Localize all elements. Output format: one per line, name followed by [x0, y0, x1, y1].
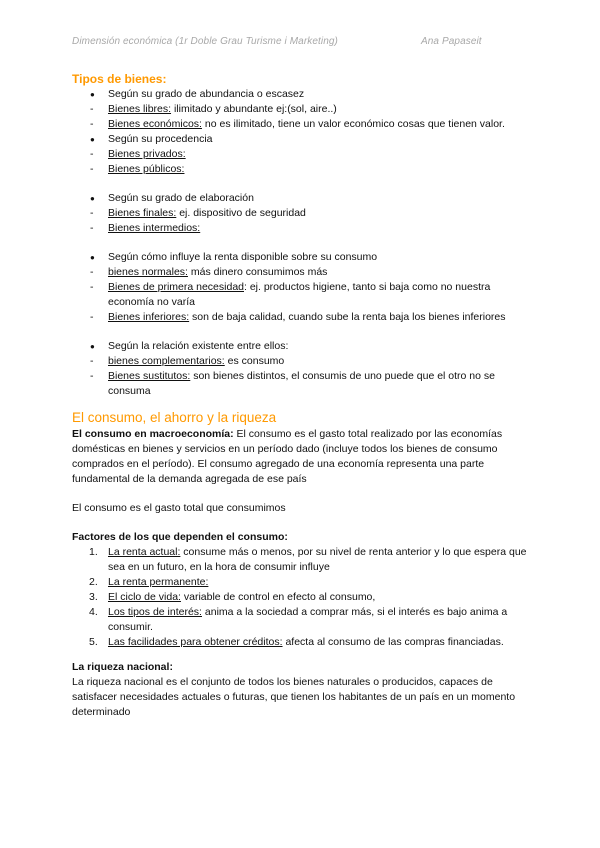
document-body	[72, 71, 532, 720]
list-item: - Bienes intermedios:	[90, 222, 201, 234]
list-item: 2. La renta permanente:	[89, 576, 209, 588]
paragraph-consumo-macro: El consumo en macroeconomía: El consumo es el gasto total realizado por las economías domésticas en bienes y servicios en un período dado (incluye todos los bienes de consumo comprados en el período). El consumo agregado de una economía representa una parte fundamental de la demanda agregada de ese país	[72, 428, 503, 485]
list-item: ● Según su grado de abundancia o escasez	[90, 88, 305, 100]
list-item: - Bienes de primera necesidad: ej. productos higiene, tanto si baja como no nuestra economía no varía	[90, 281, 491, 308]
list-item: - bienes complementarios: es consumo	[90, 355, 285, 367]
list-item: 3. El ciclo de vida: variable de control en efecto al consumo,	[89, 591, 376, 603]
list-item: - Bienes sustitutos: son bienes distintos, el consumis de uno puede que el otro no se consuma	[90, 370, 495, 397]
bullet-icon: ●	[90, 90, 95, 99]
header-course: Dimensión económica (1r Doble Grau Turisme i Marketing)	[72, 36, 338, 47]
list-item: - Bienes económicos: no es ilimitado, tiene un valor económico cosas que tienen valor.	[90, 118, 505, 130]
list-item: 1. La renta actual: consume más o menos, por su nivel de renta anterior y lo que espera que sea en un futuro, en la hora de consumir influye	[89, 546, 527, 573]
paragraph-consumo-def: El consumo es el gasto total que consumimos	[72, 502, 286, 514]
bullet-icon: ●	[90, 194, 95, 203]
dash-icon: -	[90, 311, 94, 323]
section-title-consumo: El consumo, el ahorro y la riqueza	[72, 410, 277, 425]
list-item: - bienes normales: más dinero consumimos más	[90, 266, 328, 278]
list-item: - Bienes públicos:	[90, 163, 185, 175]
dash-icon: -	[90, 222, 94, 234]
dash-icon: -	[90, 207, 94, 219]
list-item: - Bienes privados:	[90, 148, 186, 160]
page-header	[72, 36, 532, 50]
list-item: ● Según su grado de elaboración	[90, 192, 254, 204]
list-item: 5. Las facilidades para obtener créditos: afecta al consumo de las compras financiadas.	[89, 636, 504, 648]
list-item: ● Según cómo influye la renta disponible sobre su consumo	[90, 251, 378, 263]
bullet-icon: ●	[90, 342, 95, 351]
list-item: - Bienes libres: ilimitado y abundante ej:(sol, aire..)	[90, 103, 337, 115]
dash-icon: -	[90, 281, 94, 293]
list-item: 4. Los tipos de interés: anima a la sociedad a comprar más, si el interés es bajo anima a consumir.	[89, 606, 508, 633]
bullet-icon: ●	[90, 253, 95, 262]
dash-icon: -	[90, 355, 94, 367]
paragraph-riqueza: La riqueza nacional es el conjunto de todos los bienes naturales o producidos, capaces de satisfacer necesidades actuales o futuras, que tienen los habitantes de un país en un momento determinado	[72, 676, 516, 718]
dash-icon: -	[90, 370, 94, 382]
list-item: ● Según su procedencia	[90, 133, 213, 145]
dash-icon: -	[90, 266, 94, 278]
list-item: ● Según la relación existente entre ellos:	[90, 340, 289, 352]
dash-icon: -	[90, 103, 94, 115]
factors-title: Factores de los que dependen el consumo:	[72, 531, 288, 543]
header-author: Ana Papaseit	[421, 36, 482, 47]
dash-icon: -	[90, 148, 94, 160]
dash-icon: -	[90, 118, 94, 130]
section-title-tipos-bienes: Tipos de bienes:	[72, 72, 167, 86]
list-item: - Bienes inferiores: son de baja calidad, cuando sube la renta baja los bienes inferiores	[90, 311, 506, 323]
list-item: - Bienes finales: ej. dispositivo de seguridad	[90, 207, 306, 219]
bullet-icon: ●	[90, 135, 95, 144]
riqueza-title: La riqueza nacional:	[72, 661, 173, 673]
dash-icon: -	[90, 163, 94, 175]
